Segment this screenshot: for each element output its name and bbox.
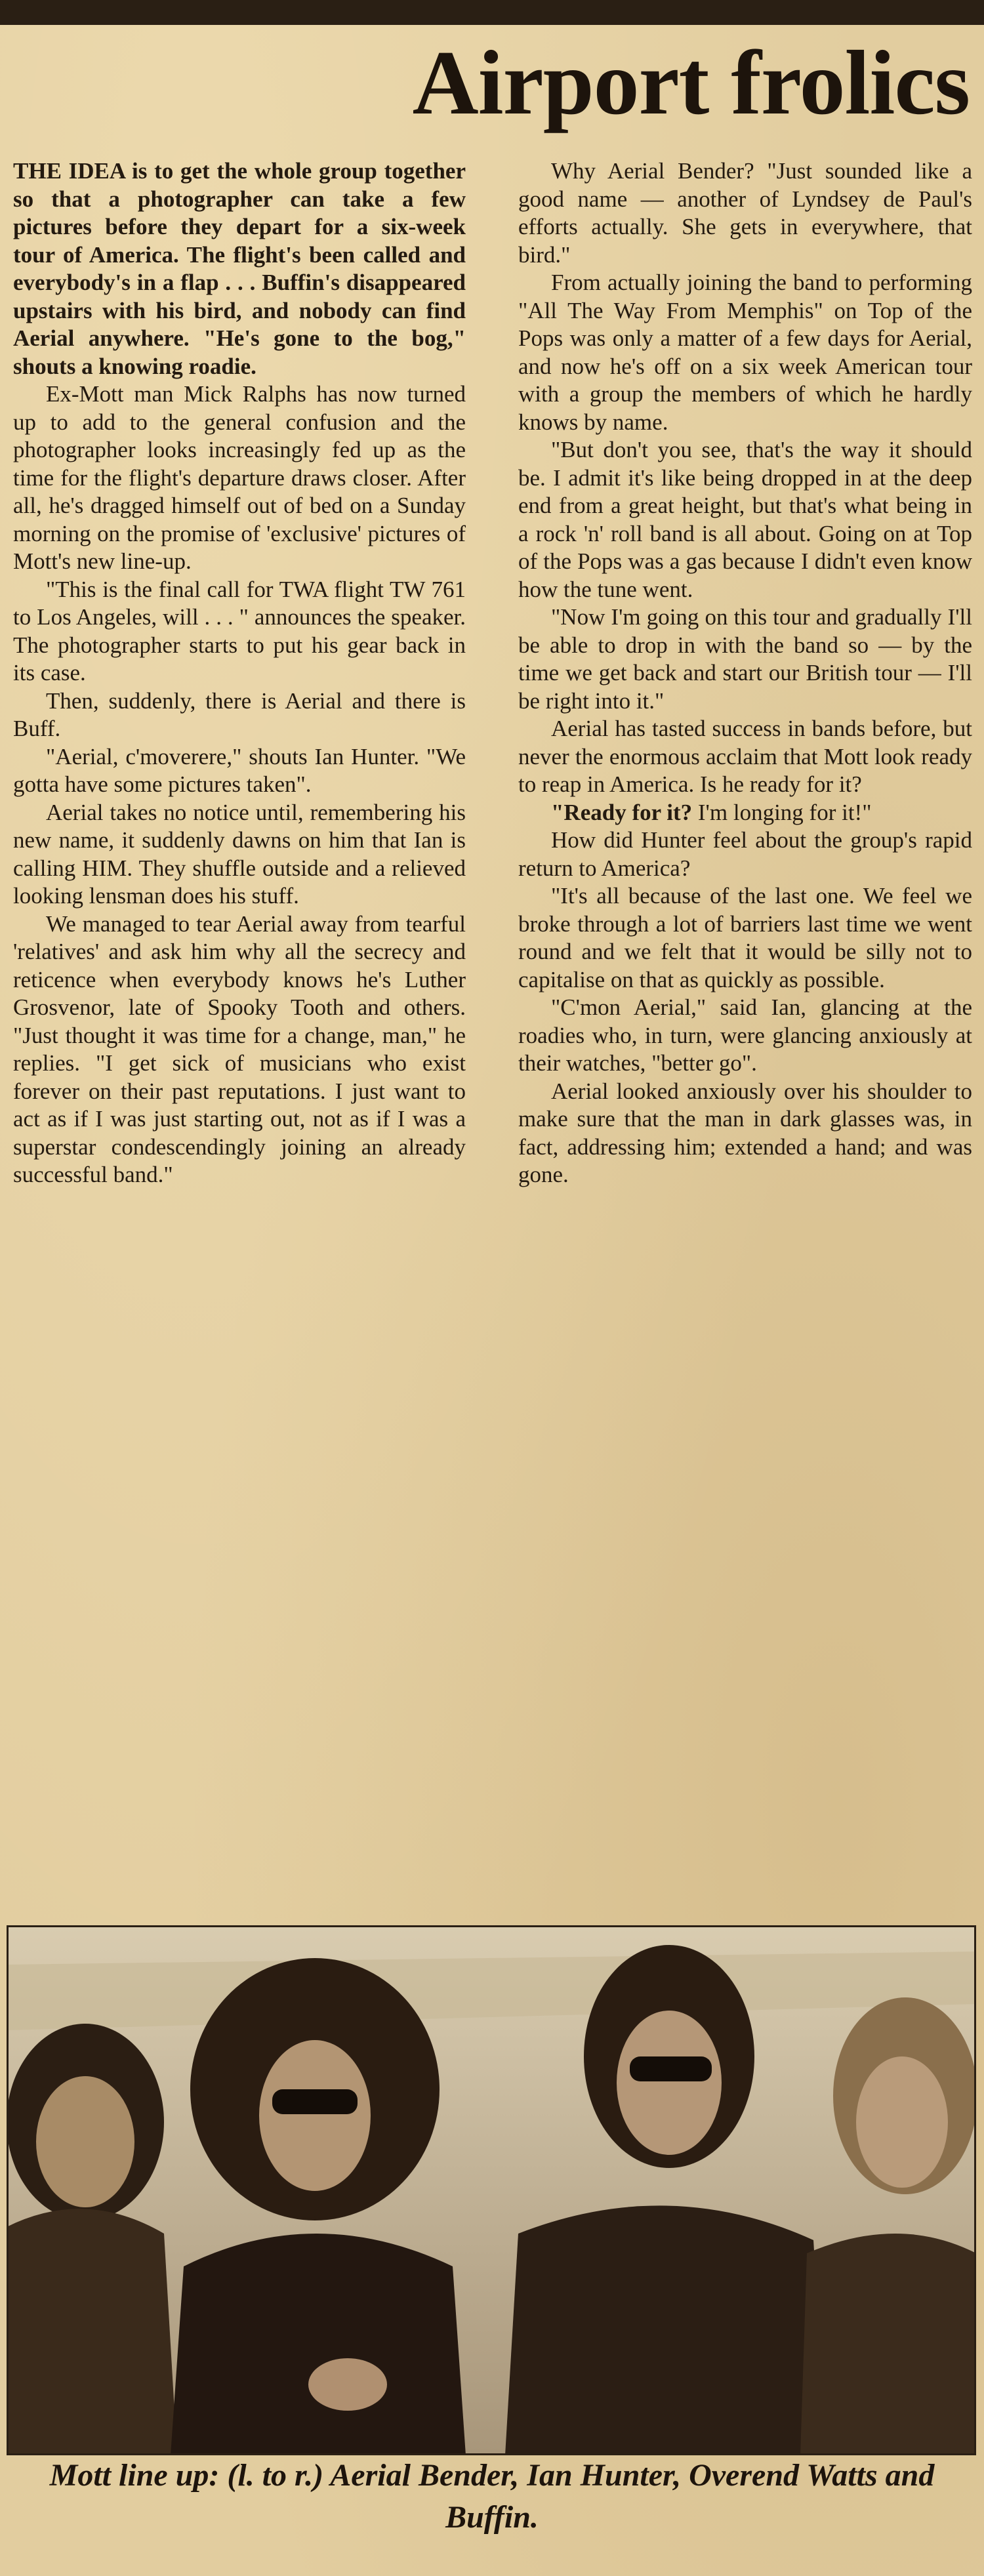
article-paragraph: "C'mon Aerial," said Ian, glancing at the roadies who, in turn, were glancing anxiously at their watches, "better go". <box>518 994 972 1076</box>
headline: Airport frolics <box>412 32 970 134</box>
top-rule <box>0 0 984 25</box>
article-paragraph: "Aerial, c'moverere," shouts Ian Hunter. "We gotta have some pictures taken". <box>13 743 466 797</box>
article-paragraph: "Now I'm going on this tour and gradually I'll be able to drop in with the band so — by the time we get back and start our British tour — I'll be right into it." <box>518 604 972 714</box>
band-photo-illustration <box>7 1925 976 2455</box>
article-paragraph: Aerial takes no notice until, remembering his new name, it suddenly dawns on him that Ian is calling HIM. They shuffle outside and a relieved looking lensman does his stuff. <box>13 799 466 909</box>
article-paragraph: We managed to tear Aerial away from tearful 'relatives' and ask him why all the secrecy and reticence when everybody knows he's Luther Grosvenor, late of Spooky Tooth and others. "Just thought it was time for a change, man," he replies. "I get sick of musicians who exist forever on their past reputations. I just want to act as if I was just starting out, not as if I was a superstar condescendingly joining an already successful band." <box>13 910 466 1187</box>
article-paragraph: From actually joining the band to performing "All The Way From Memphis" on Top of the Pops was only a matter of a few days for Aerial, and now he's off on a six week American tour with a group the members of which he hardly knows by name. <box>518 270 972 435</box>
bold-quote: "Ready for it? <box>551 799 693 825</box>
article-paragraph: How did Hunter feel about the group's rapid return to America? <box>518 827 972 881</box>
article-paragraph: Aerial looked anxiously over his shoulder to make sure that the man in dark glasses was, in fact, addressing him; extended a hand; and was gone. <box>518 1078 972 1187</box>
band-photo <box>7 1925 976 2455</box>
article-paragraph: Ex-Mott man Mick Ralphs has now turned up to add to the general confusion and the photographer looks increasingly fed up as the time for the flight's departure draws closer. After all, he's dragged himself out of bed on a Sunday morning on the promise of 'exclusive' pictures of Mott's new line-up. <box>13 381 466 574</box>
article-paragraph: "It's all because of the last one. We feel we broke through a lot of barriers last time we went round and we felt that it would be silly not to capitalise on that as quickly as possible. <box>518 883 972 992</box>
right-column <box>518 157 972 1189</box>
article-paragraph: Aerial has tasted success in bands before, but never the enormous acclaim that Mott look ready to reap in America. Is he ready for it? <box>518 716 972 797</box>
left-column <box>13 157 466 1189</box>
lead-paragraph: THE IDEA is to get the whole group together so that a photographer can take a few pictures before they depart for a six-week tour of America. The flight's been called and everybody's in a flap . . . Buffin's disappeared upstairs with his bird, and nobody can find Aerial anywhere. "He's gone to the bog," shouts a knowing roadie. <box>13 158 466 379</box>
article-paragraph <box>518 799 972 827</box>
person-aerial-bender <box>7 2024 177 2455</box>
article-paragraph: Then, suddenly, there is Aerial and there is Buff. <box>13 687 466 741</box>
article-paragraph: Why Aerial Bender? "Just sounded like a good name — another of Lyndsey de Paul's efforts actually. She gets in everywhere, that bird." <box>518 158 972 268</box>
photo-caption: Mott line up: (l. to r.) Aerial Bender, Ian Hunter, Overend Watts and Buffin. <box>49 2458 935 2535</box>
article-paragraph: "But don't you see, that's the way it should be. I admit it's like being dropped in at the deep end from a great height, but that's what being in a rock 'n' roll band is all about. Going on at Top of the Pops was a gas because I didn't even know how the tune went. <box>518 437 972 602</box>
quote-continuation: I'm longing for it!" <box>692 799 872 825</box>
article-paragraph: "This is the final call for TWA flight TW 761 to Los Angeles, will . . . " announces the speaker. The photographer starts to put his gear back in its case. <box>13 576 466 685</box>
